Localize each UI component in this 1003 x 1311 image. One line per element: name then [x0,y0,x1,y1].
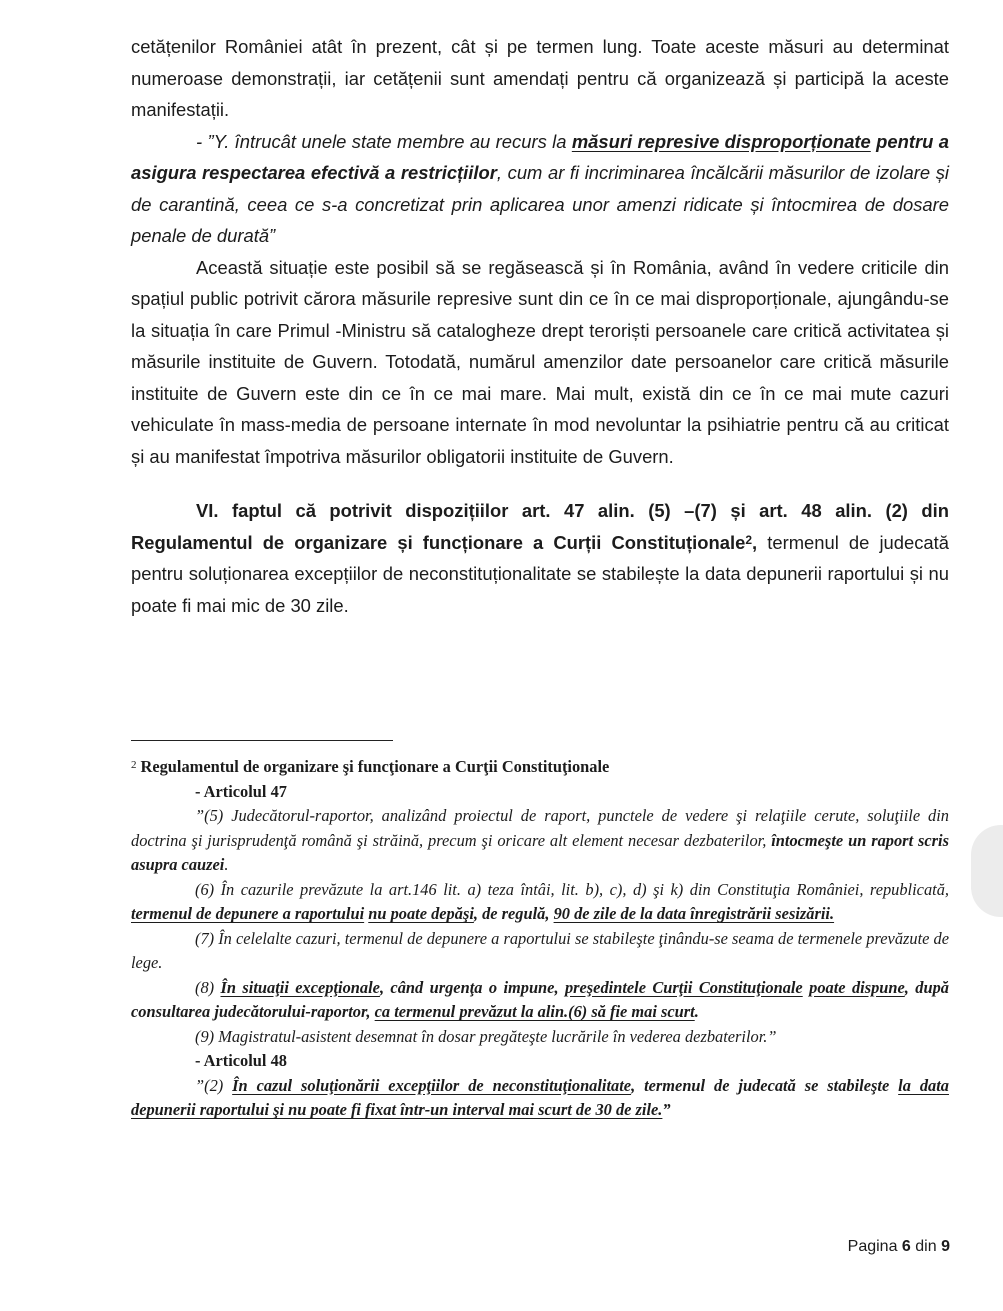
para-8-may-order: poate dispune [809,977,905,997]
para-8-shorter: ca termenul prevăzut la alin.(6) să fie mai scurt [374,1002,695,1021]
recital-text: - ”Y. întrucât unele state membre au recurs la [196,130,572,152]
paragraph-romania-situation: Această situație este posibil să se regăsească și în România, având în vedere criticile din spațiul public potrivit cărora măsurile represive sunt din ce în ce mai disproporționale, ajungându-se la situația în care Primul -Ministru să catalogheze drept teroriști persoanele care critică activitatea și măsurile instituite de Guvern. Totodată, numărul amenzilor date persoanelor care critică măsurile instituite de Guvern este din ce în ce mai mare. Mai mult, există din ce în ce mai mute cazuri vehiculate în mass-media de persoane internate în mod nevoluntar la psihiatrie pentru că au criticat și au manifestat împotriva măsurilor obligatorii instituite de Guvern. [131,256,949,467]
footnote-title: Regulamentul de organizare şi funcţionare a Curţii Constituţionale [140,757,610,776]
para-8-president: preşedintele Curţii Constituţionale [564,977,803,997]
footnote-number: 2 [131,759,137,771]
para-8-urgency: , când urgenţa o impune, [379,977,565,997]
art48-30-days: la data depunerii raportului şi nu poate fi fixat într-un interval mai scurt de 30 de zile. [131,1075,949,1119]
art48-num: ”(2) [195,1075,233,1095]
total-pages: 9 [941,1238,950,1255]
recital-text-end: , cum ar fi incriminarea încălcării măsurilor de izolare și de carantină, ceea ce s-a concretizat prin aplicarea unor amenzi ridicate și întocmirea de dosare penale de durată” [131,162,949,246]
article-47-para-9: (9) Magistratul-asistent desemnat în dosar pregăteşte lucrările în vederea dezbaterilor.” [195,1026,777,1046]
para-8-consultation: , după consultarea judecătorului-raportor, [131,977,949,1021]
paragraph-demonstrations: cetățenilor României atât în prezent, cât și pe termen lung. Toate aceste măsuri au determinat numeroase demonstrații, iar cetățenii sunt amendați pentru că organizează și participă la aceste manifestații. [131,36,949,120]
para-8-exceptional: În situaţii excepţionale [220,977,380,997]
page-number [848,1238,950,1256]
para-5-end: . [224,855,229,874]
section-vi-heading: VI. faptul că potrivit dispozițiilor art. 47 alin. (5) –(7) și art. 48 alin. (2) din Regulamentul de organizare și funcționare a Curții Constituționale [131,500,949,553]
footnote-reference[interactable]: 2 [745,532,753,547]
current-page: 6 [901,1238,911,1255]
art48-term: , termenul de judecată se stabileşte [631,1075,899,1095]
article-47-para-7: (7) În celelalte cazuri, termenul de depunere a raportului se stabileşte ţinându-se seama de termenele prevăzute de lege. [131,928,949,972]
para-6-rule: , de regulă, [473,904,554,923]
recital-emphasis-restrictions: pentru a asigura respectarea efectivă a restricțiilor [131,130,949,183]
para-6-deadline: termenul de depunere a raportului [131,904,365,923]
article-48-para-2 [131,1074,949,1123]
section-vi-text: termenul de judecată pentru soluționarea excepțiilor de neconstituționalitate se stabilește la data depunerii raportului și nu poate fi mai mic de 30 zile. [131,531,949,616]
para-5-emphasis: întocmeşte [771,830,844,850]
footnote-title-line [131,755,949,780]
para-8-end: . [694,1002,699,1021]
page-of: din [915,1238,937,1255]
para-6-limit: nu poate depăşi [368,904,474,923]
page-label: Pagina [847,1238,898,1255]
scroll-handle[interactable] [971,825,1003,917]
article-47-para-5 [131,804,949,878]
section-vi-comma: , [752,531,758,553]
quoted-recital-y [131,126,949,252]
para-5-text: ”(5) Judecătorul-raportor, analizând proiectul de raport, punctele de vedere şi relaţiile cerute, soluţiile din doctrina şi jurisprudenţă română şi străină, precum şi oricare alt element necesar dezbaterilor, [131,806,949,850]
art48-exceptions: În cazul soluţionării excepţiilor de neconstituţionalitate [232,1075,632,1095]
paragraph-section-vi [131,495,949,621]
document-body [131,31,949,621]
footnote-separator [131,740,393,741]
footnote-block [131,755,949,1123]
article-47-para-6 [131,878,949,927]
para-5-emphasis-report: un raport scris asupra cauzei [131,830,949,874]
para-8-num: (8) [195,977,221,997]
article-47-para-8 [131,976,949,1025]
paragraph-gap [131,472,949,495]
recital-emphasis-measures: măsuri represive disproporționate [571,130,871,152]
para-6-90-days: 90 de zile de la data înregistrării sesizării. [553,904,835,923]
article-47-heading: - Articolul 47 [195,781,287,801]
para-6-text: (6) În cazurile prevăzute la art.146 lit. a) teza întâi, lit. b), c), d) şi k) din Constituţia României, republicată, [195,879,949,899]
article-48-heading: - Articolul 48 [195,1051,287,1070]
art48-end: ” [662,1100,671,1119]
